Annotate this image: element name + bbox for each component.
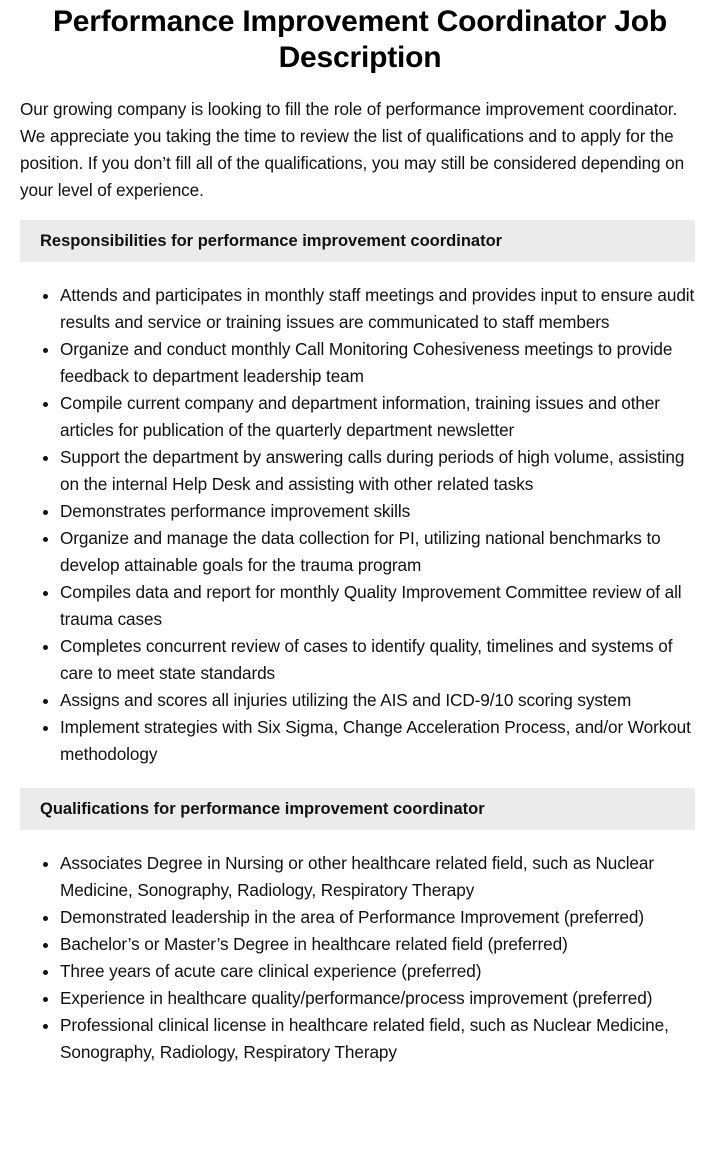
list-item: Professional clinical license in healthcare related field, such as Nuclear Medicine, Sonography, Radiology, Respiratory Therapy [40, 1012, 700, 1066]
bullet-icon [43, 510, 48, 515]
bullet-icon [43, 591, 48, 596]
list-item: Bachelor’s or Master’s Degree in healthcare related field (preferred) [40, 931, 700, 958]
bullet-icon [43, 1024, 48, 1029]
intro-paragraph: Our growing company is looking to fill the role of performance improvement coordinator. We appreciate you taking the time to review the list of qualifications and to apply for the position. If you don’t fill all of the qualifications, you may still be considered depending on your level of experience. [20, 99, 685, 200]
bullet-icon [43, 537, 48, 542]
bullet-icon [43, 645, 48, 650]
bullet-icon [43, 916, 48, 921]
list-item: Attends and participates in monthly staff meetings and provides input to ensure audit results and service or training issues are communicated to staff members [40, 282, 700, 336]
responsibilities-heading-text: Responsibilities for performance improvement coordinator [40, 231, 503, 250]
bullet-icon [43, 970, 48, 975]
bullet-icon [43, 862, 48, 867]
bullet-icon [43, 726, 48, 731]
list-item: Demonstrated leadership in the area of Performance Improvement (preferred) [40, 904, 700, 931]
list-item: Three years of acute care clinical experience (preferred) [40, 958, 700, 985]
responsibilities-heading [20, 220, 695, 262]
list-item: Assigns and scores all injuries utilizing the AIS and ICD-9/10 scoring system [40, 687, 700, 714]
bullet-icon [43, 348, 48, 353]
bullet-icon [43, 699, 48, 704]
list-item: Organize and manage the data collection for PI, utilizing national benchmarks to develop attainable goals for the trauma program [40, 525, 700, 579]
responsibilities-list [20, 282, 700, 768]
qualifications-heading [20, 788, 695, 830]
page-title: Performance Improvement Coordinator Job Description [53, 5, 667, 74]
qualifications-heading-text: Qualifications for performance improvement coordinator [40, 799, 485, 818]
list-item: Compiles data and report for monthly Quality Improvement Committee review of all trauma cases [40, 579, 700, 633]
list-item: Demonstrates performance improvement skills [40, 498, 700, 525]
bullet-icon [43, 943, 48, 948]
list-item: Organize and conduct monthly Call Monitoring Cohesiveness meetings to provide feedback to department leadership team [40, 336, 700, 390]
list-item: Support the department by answering calls during periods of high volume, assisting on the internal Help Desk and assisting with other related tasks [40, 444, 700, 498]
list-item: Completes concurrent review of cases to identify quality, timelines and systems of care to meet state standards [40, 633, 700, 687]
list-item: Compile current company and department information, training issues and other articles for publication of the quarterly department newsletter [40, 390, 700, 444]
bullet-icon [43, 294, 48, 299]
list-item: Experience in healthcare quality/performance/process improvement (preferred) [40, 985, 700, 1012]
bullet-icon [43, 456, 48, 461]
bullet-icon [43, 402, 48, 407]
bullet-icon [43, 997, 48, 1002]
list-item: Associates Degree in Nursing or other healthcare related field, such as Nuclear Medicine, Sonography, Radiology, Respiratory Therapy [40, 850, 700, 904]
qualifications-list [20, 850, 700, 1066]
list-item: Implement strategies with Six Sigma, Change Acceleration Process, and/or Workout methodology [40, 714, 700, 768]
